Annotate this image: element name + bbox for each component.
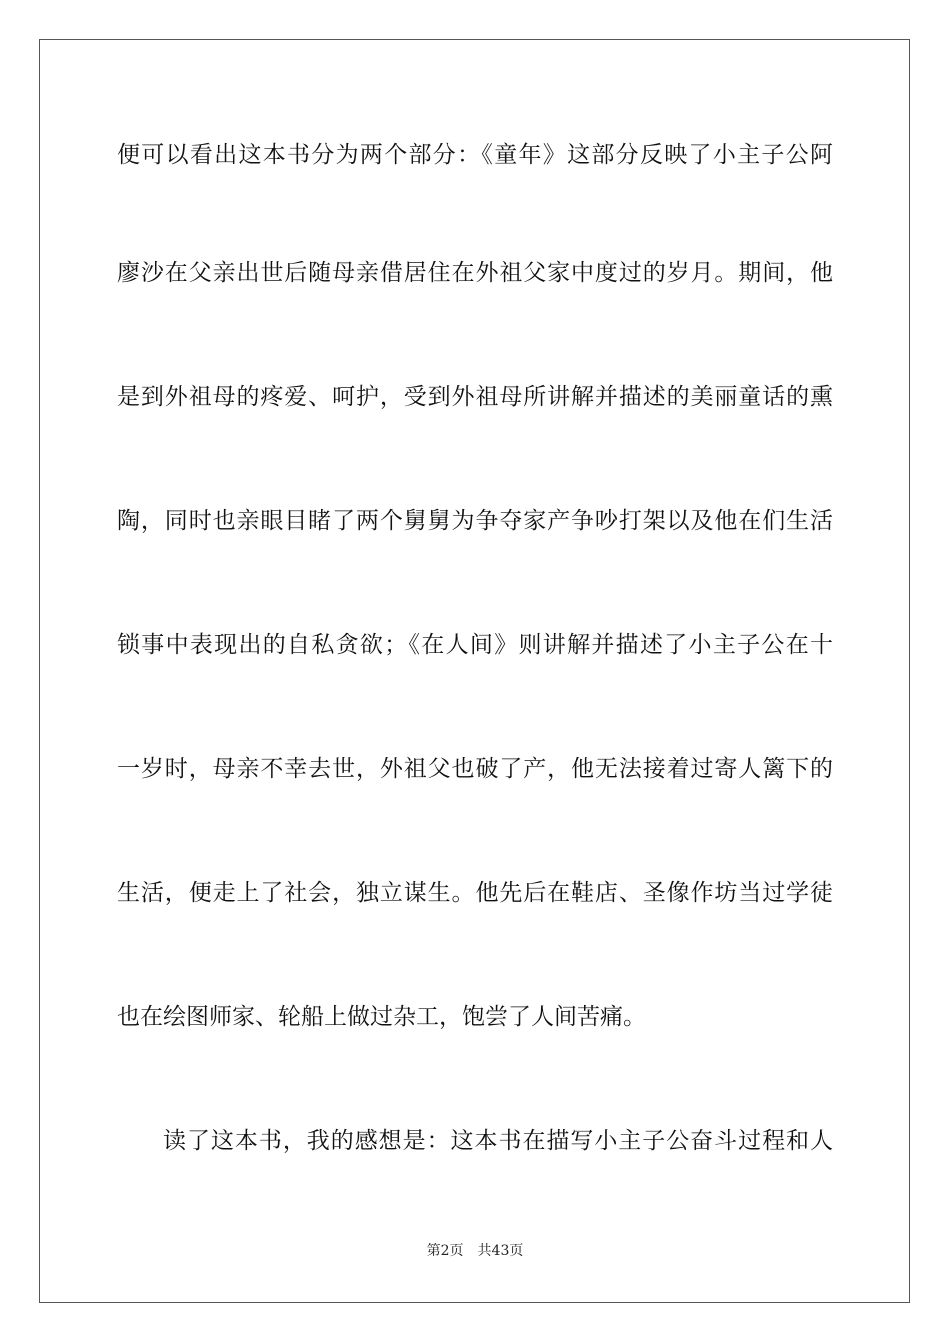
paragraph-line: 锁事中表现出的自私贪欲；《在人间》则讲解并描述了小主子公在十 [117, 632, 833, 658]
paragraph-line: 生活，便走上了社会，独立谋生。他先后在鞋店、圣像作坊当过学徒 [117, 880, 833, 906]
paragraph-line: 读了这本书，我的感想是：这本书在描写小主子公奋斗过程和人 [163, 1128, 833, 1154]
paragraph-line: 廖沙在父亲出世后随母亲借居住在外祖父家中度过的岁月。期间，他 [117, 260, 833, 286]
paragraph-line: 一岁时，母亲不幸去世，外祖父也破了产，他无法接着过寄人篱下的 [117, 756, 833, 782]
paragraph-line: 陶，同时也亲眼目睹了两个舅舅为争夺家产争吵打架以及他在们生活 [117, 508, 833, 534]
paragraph-line: 也在绘图师家、轮船上做过杂工，饱尝了人间苦痛。 [117, 1004, 646, 1030]
paragraph-line: 便可以看出这本书分为两个部分：《童年》这部分反映了小主子公阿 [117, 142, 833, 168]
page-footer [0, 1242, 950, 1260]
paragraph-line: 是到外祖母的疼爱、呵护，受到外祖母所讲解并描述的美丽童话的熏 [117, 384, 833, 410]
page-number: 第2页 [426, 1243, 464, 1259]
page-frame [39, 39, 910, 1303]
page-total: 共43页 [477, 1243, 524, 1259]
